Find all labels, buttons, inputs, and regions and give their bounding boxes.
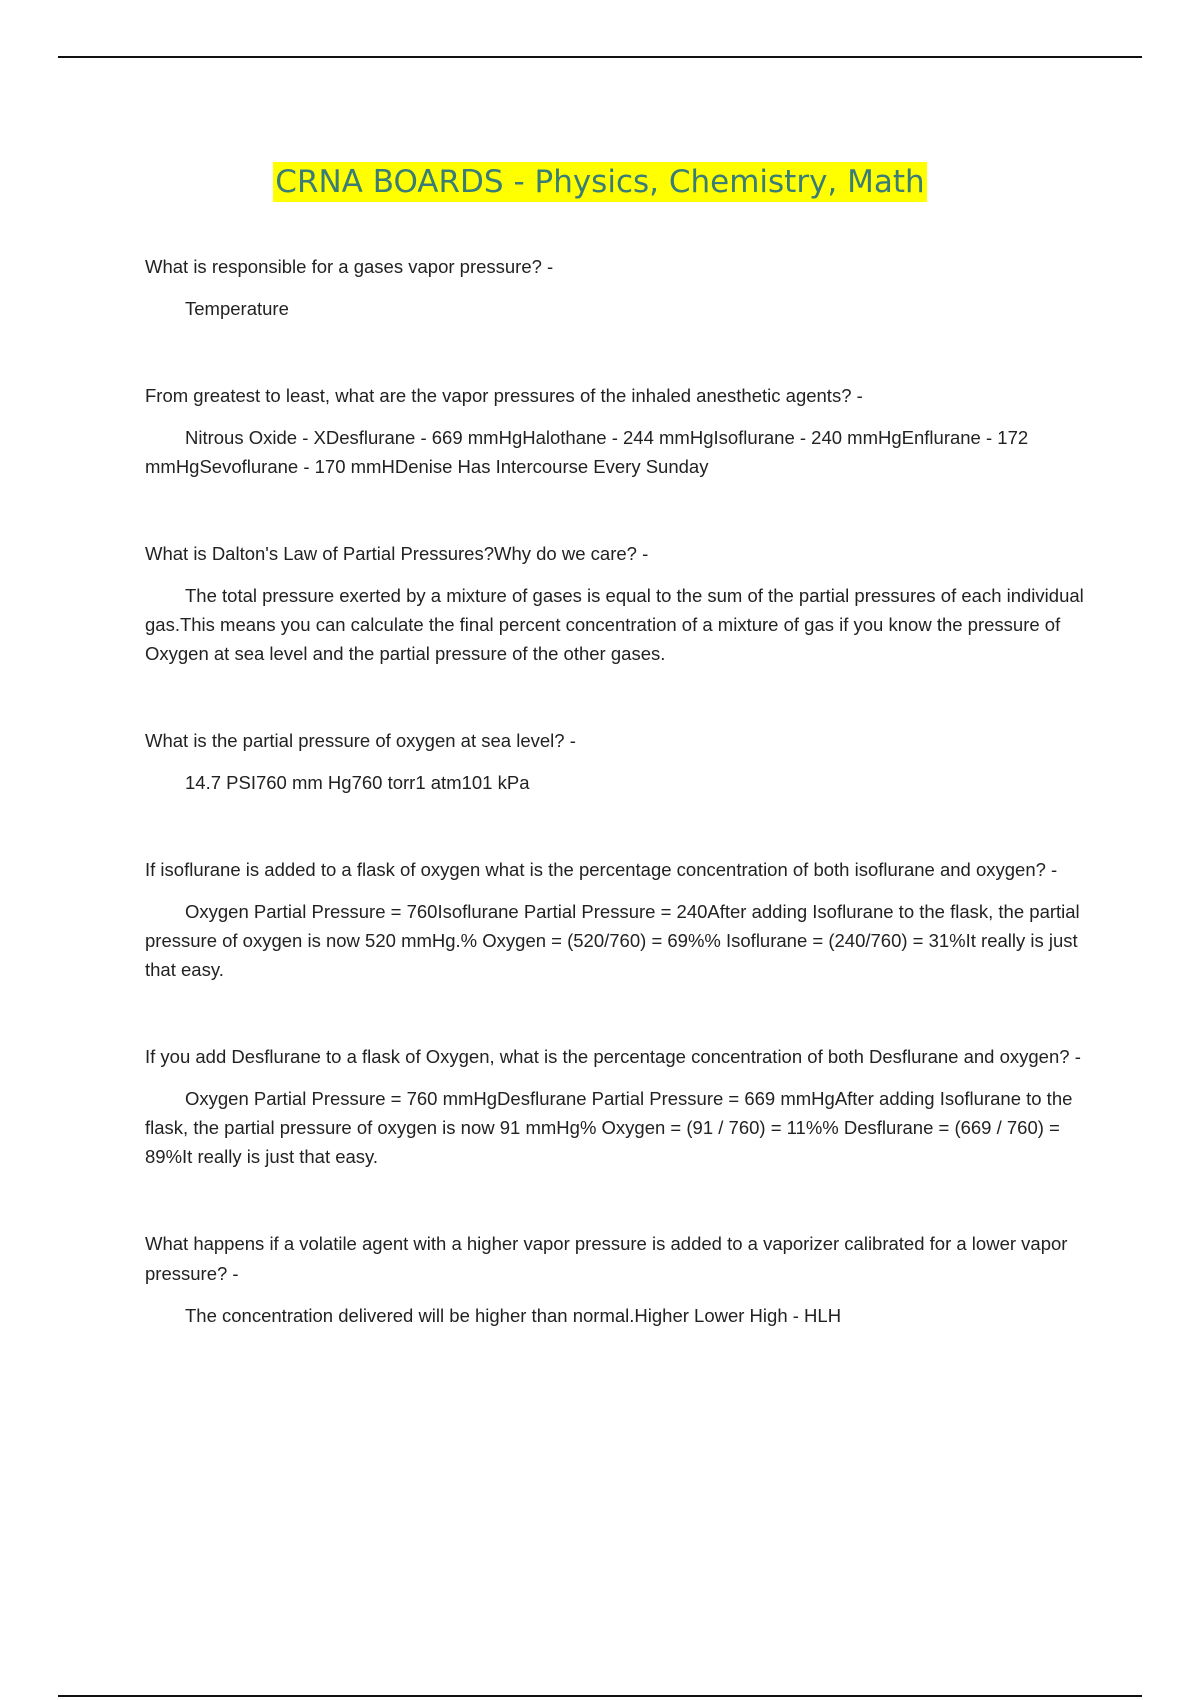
title-block bbox=[0, 162, 1200, 202]
answer-text: Oxygen Partial Pressure = 760Isoflurane Partial Pressure = 240After adding Isoflurane to the flask, the partial pressure of oxygen is now 520 mmHg.% Oxygen = (520/760) = 69%% Isoflurane = (240/760) = 31%It really is just that easy. bbox=[145, 901, 1080, 980]
qa-item bbox=[145, 252, 1090, 323]
qa-item bbox=[145, 1042, 1090, 1171]
answer-text: Nitrous Oxide - XDesflurane - 669 mmHgHalothane - 244 mmHgIsoflurane - 240 mmHgEnflurane - 172 mmHgSevoflurane - 170 mmHDenise Has Intercourse Every Sunday bbox=[145, 427, 1029, 477]
qa-list bbox=[145, 252, 1090, 1388]
qa-item bbox=[145, 381, 1090, 481]
question-text: If isoflurane is added to a flask of oxygen what is the percentage concentration of both isoflurane and oxygen? - bbox=[145, 859, 1058, 880]
question-text: If you add Desflurane to a flask of Oxygen, what is the percentage concentration of both Desflurane and oxygen? - bbox=[145, 1046, 1081, 1067]
footer-rule bbox=[58, 1695, 1142, 1697]
question-text: What is Dalton's Law of Partial Pressures?Why do we care? - bbox=[145, 543, 649, 564]
answer-text: Oxygen Partial Pressure = 760 mmHgDesflurane Partial Pressure = 669 mmHgAfter adding Isoflurane to the flask, the partial pressure of oxygen is now 91 mmHg% Oxygen = (91 / 760) = 11%% Desflurane = (669 / 760) = 89%It really is just that easy. bbox=[145, 1088, 1073, 1167]
header-rule bbox=[58, 56, 1142, 58]
question-text: From greatest to least, what are the vapor pressures of the inhaled anesthetic agents? - bbox=[145, 385, 863, 406]
question-text: What is the partial pressure of oxygen at sea level? - bbox=[145, 730, 576, 751]
answer-text: The total pressure exerted by a mixture of gases is equal to the sum of the partial pressures of each individual gas.This means you can calculate the final percent concentration of a mixture of gas if you know the pressure of Oxygen at sea level and the partial pressure of the other gases. bbox=[145, 585, 1084, 664]
answer-text: 14.7 PSI760 mm Hg760 torr1 atm101 kPa bbox=[185, 772, 530, 793]
qa-item bbox=[145, 1229, 1090, 1330]
answer-text: The concentration delivered will be higher than normal.Higher Lower High - HLH bbox=[185, 1305, 842, 1326]
qa-item bbox=[145, 726, 1090, 797]
qa-item bbox=[145, 539, 1090, 668]
answer-text: Temperature bbox=[185, 298, 289, 319]
question-text: What is responsible for a gases vapor pressure? - bbox=[145, 256, 554, 277]
document-title: CRNA BOARDS - Physics, Chemistry, Math bbox=[275, 164, 925, 200]
question-text: What happens if a volatile agent with a higher vapor pressure is added to a vaporizer calibrated for a lower vapor pressure? - bbox=[145, 1233, 1068, 1284]
qa-item bbox=[145, 855, 1090, 984]
